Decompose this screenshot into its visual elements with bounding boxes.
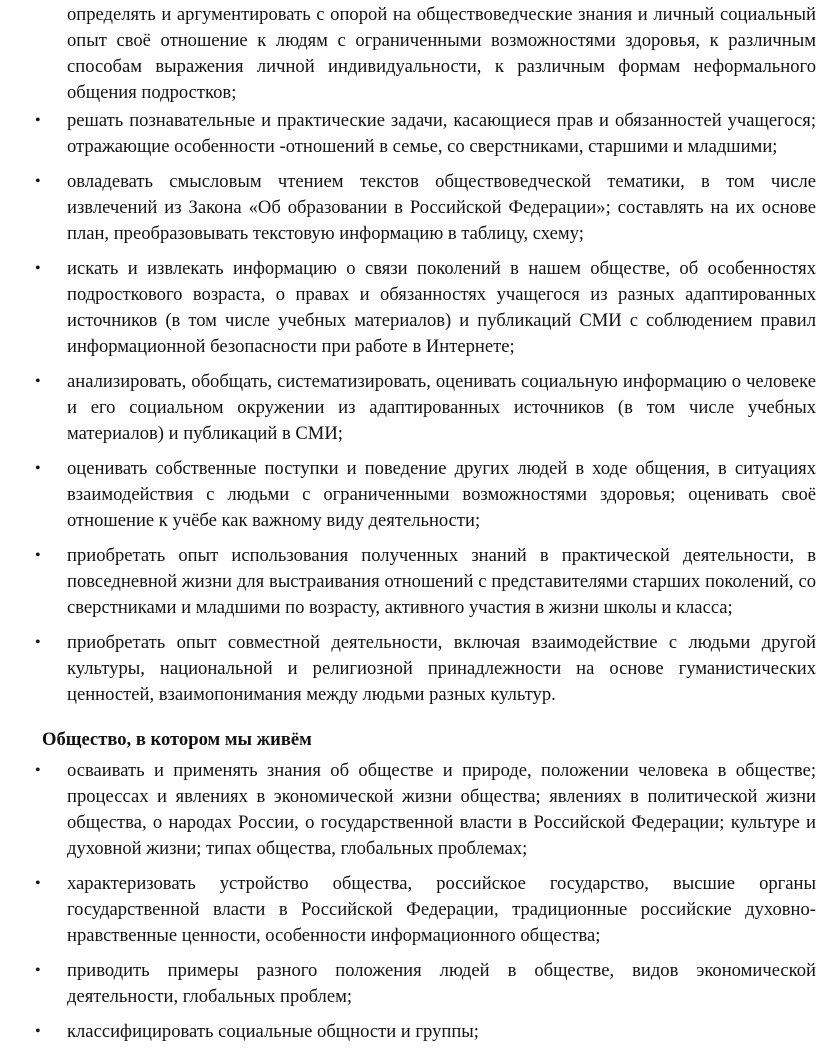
list-item-text: приводить примеры разного положения людей в обществе, видов экономической деятельности, глобальных проблем;	[67, 960, 816, 1007]
section-list	[0, 758, 816, 1054]
list-item-text: осваивать и применять знания об обществе и природе, положении человека в обществе; процессах и явлениях в экономической жизни общества; явлениях в политической жизни общества, о народах России, о государственной власти в Российской Федерации; культуре и духовной жизни; типах общества, глобальных проблемах;	[67, 760, 816, 859]
list-item-text: характеризовать устройство общества, российское государство, высшие органы государственной власти в Российской Федерации, традиционные российские духовно-нравственные ценности, особенности информационного общества;	[67, 873, 816, 946]
list-item-text: решать познавательные и практические задачи, касающиеся прав и обязанностей учащегося; отражающие особенности -отношений в семье, со сверстниками, старшими и младшими;	[67, 110, 816, 157]
list-item	[0, 108, 816, 160]
list-item-text: анализировать, обобщать, систематизировать, оценивать социальную информацию о человеке и его социальном окружении из адаптированных источников (в том числе учебных материалов) и публикаций в СМИ;	[67, 371, 816, 444]
list-item-text: приобретать опыт совместной деятельности, включая взаимодействие с людьми другой культуры, национальной и религиозной принадлежности на основе гуманистических ценностей, взаимопонимания между людьми разных культур.	[67, 632, 816, 705]
continuation-paragraph: определять и аргументировать с опорой на обществоведческие знания и личный социальный опыт своё отношение к людям с ограниченными возможностями здоровья, к различным способам выражения личной индивидуальности, к различным формам неформального общения подростков;	[67, 4, 816, 103]
section-heading: Общество, в котором мы живём	[42, 729, 312, 750]
list-item-text: классифицировать социальные общности и группы;	[67, 1021, 479, 1042]
skills-list	[0, 108, 816, 717]
bullet-icon: •	[35, 260, 41, 277]
bullet-icon: •	[35, 112, 41, 129]
list-item	[0, 871, 816, 949]
bullet-icon: •	[35, 373, 41, 390]
list-item	[0, 1019, 816, 1045]
list-item	[0, 456, 816, 534]
list-item	[0, 369, 816, 447]
bullet-icon: •	[35, 547, 41, 564]
bullet-icon: •	[35, 1023, 41, 1040]
list-item-text: искать и извлекать информацию о связи поколений в нашем обществе, об особенностях подросткового возраста, о правах и обязанностях учащегося из разных адаптированных источников (в том числе учебных материалов) и публикаций СМИ с соблюдением правил информационной безопасности при работе в Интернете;	[67, 258, 816, 357]
bullet-icon: •	[35, 762, 41, 779]
bullet-icon: •	[35, 634, 41, 651]
list-item	[0, 169, 816, 247]
list-item	[0, 958, 816, 1010]
bullet-icon: •	[35, 962, 41, 979]
list-item	[0, 543, 816, 621]
list-item-text: приобретать опыт использования полученных знаний в практической деятельности, в повседневной жизни для выстраивания отношений с представителями старших поколений, со сверстниками и младшими по возрасту, активного участия в жизни школы и класса;	[67, 545, 816, 618]
list-item-text: овладевать смысловым чтением текстов обществоведческой тематики, в том числе извлечений из Закона «Об образовании в Российской Федерации»; составлять на их основе план, преобразовывать текстовую информацию в таблицу, схему;	[67, 171, 816, 244]
bullet-icon: •	[35, 875, 41, 892]
list-item-text: оценивать собственные поступки и поведение других людей в ходе общения, в ситуациях взаимодействия с людьми с ограниченными возможностями здоровья; оценивать своё отношение к учёбе как важному виду деятельности;	[67, 458, 816, 531]
list-item	[0, 630, 816, 708]
bullet-icon: •	[35, 460, 41, 477]
list-item	[0, 758, 816, 862]
list-item	[0, 256, 816, 360]
bullet-icon: •	[35, 173, 41, 190]
